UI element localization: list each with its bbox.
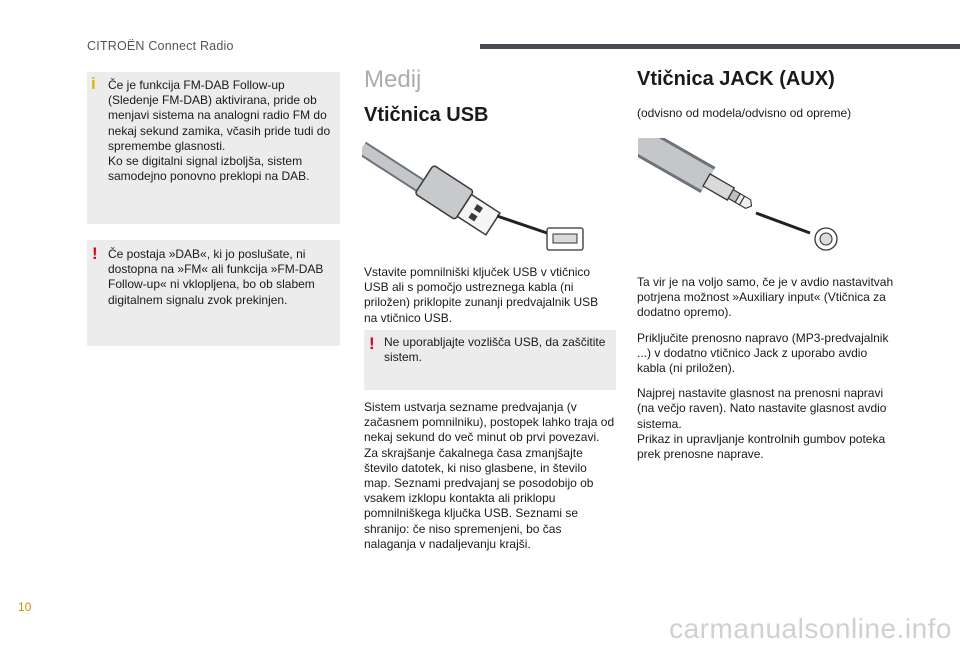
info-note [87, 72, 340, 224]
watermark: carmanualsonline.info [669, 613, 952, 644]
usb-warning-text: Ne uporabljajte vozlišča USB, da zaščitite sistem. [384, 335, 606, 365]
page-number: 10 [18, 600, 32, 614]
playlist-paragraph-2: Za skrajšanje čakalnega časa zmanjšajte število datotek, ki niso glasbene, in število map. Seznami predvajanj se posodobijo ob vsakem izklopu kontakta ali priklopu pomnilniškega ključka USB. Seznami se shranijo: če niso spremenjeni, bo čas nalaganja v nadaljevanju krajši. [364, 445, 594, 551]
warning-note [87, 240, 340, 346]
jack-paragraph-1: Ta vir je na voljo samo, če je v avdio nastavitvah potrjena možnost »Auxiliary input« (Vtičnica za dodatno opremo). [637, 275, 894, 320]
jack-text [637, 275, 899, 462]
usb-warning-note [364, 330, 616, 390]
warning-icon: ! [369, 334, 375, 353]
jack-paragraph-4: Prikaz in upravljanje kontrolnih gumbov poteka prek prenosne naprave. [637, 431, 886, 462]
jack-heading: Vtičnica JACK (AUX) [637, 68, 835, 90]
info-note-text-1: Če je funkcija FM-DAB Follow-up (Sledenje FM-DAB) aktivirana, pride ob menjavi sistema na analogni radio FM do nekaj sekund zamika, včasih pride tudi do spremembe glasnosti. [108, 78, 331, 153]
jack-paragraph-2: Priključite prenosno napravo (MP3-predvajalnik ...) v dodatno vtičnico Jack z uporabo avdio kabla (ni priložen). [637, 330, 889, 376]
warning-icon: ! [92, 244, 98, 263]
jack-paragraph-3: Najprej nastavite glasnost na prenosni napravi (na večjo raven). Nato nastavite glasnost avdio sistema. [637, 386, 887, 431]
warning-note-text: Če postaja »DAB«, ki jo poslušate, ni dostopna na »FM« ali funkcija »FM-DAB Follow-up« ni vklopljena, bo ob slabem digitalnem signalu zvok prekinjen. [108, 247, 324, 307]
playlist-paragraph-1: Sistem ustvarja sezname predvajanja (v začasnem pomnilniku), postopek lahko traja od nekaj sekund do več minut ob prvi povezavi. [364, 400, 615, 445]
usb-plug-illustration [362, 138, 592, 253]
header-bar [480, 44, 960, 49]
jack-plug-illustration [638, 138, 848, 258]
usb-paragraph: Vstavite pomnilniški ključek USB v vtičnico USB ali s pomočjo ustreznega kabla (ni priložen) priklopite zunanji predvajalnik USB na vtičnico USB. [364, 265, 599, 325]
document-header-title: CITROËN Connect Radio [87, 39, 234, 53]
jack-subtitle: (odvisno od modela/odvisno od opreme) [637, 106, 852, 120]
usb-heading: Vtičnica USB [364, 104, 489, 126]
playlist-text [364, 400, 616, 552]
info-note-text-2: Ko se digitalni signal izboljša, sistem samodejno ponovno preklopi na DAB. [108, 154, 310, 184]
section-title: Medij [364, 66, 422, 93]
info-icon: i [91, 74, 96, 93]
